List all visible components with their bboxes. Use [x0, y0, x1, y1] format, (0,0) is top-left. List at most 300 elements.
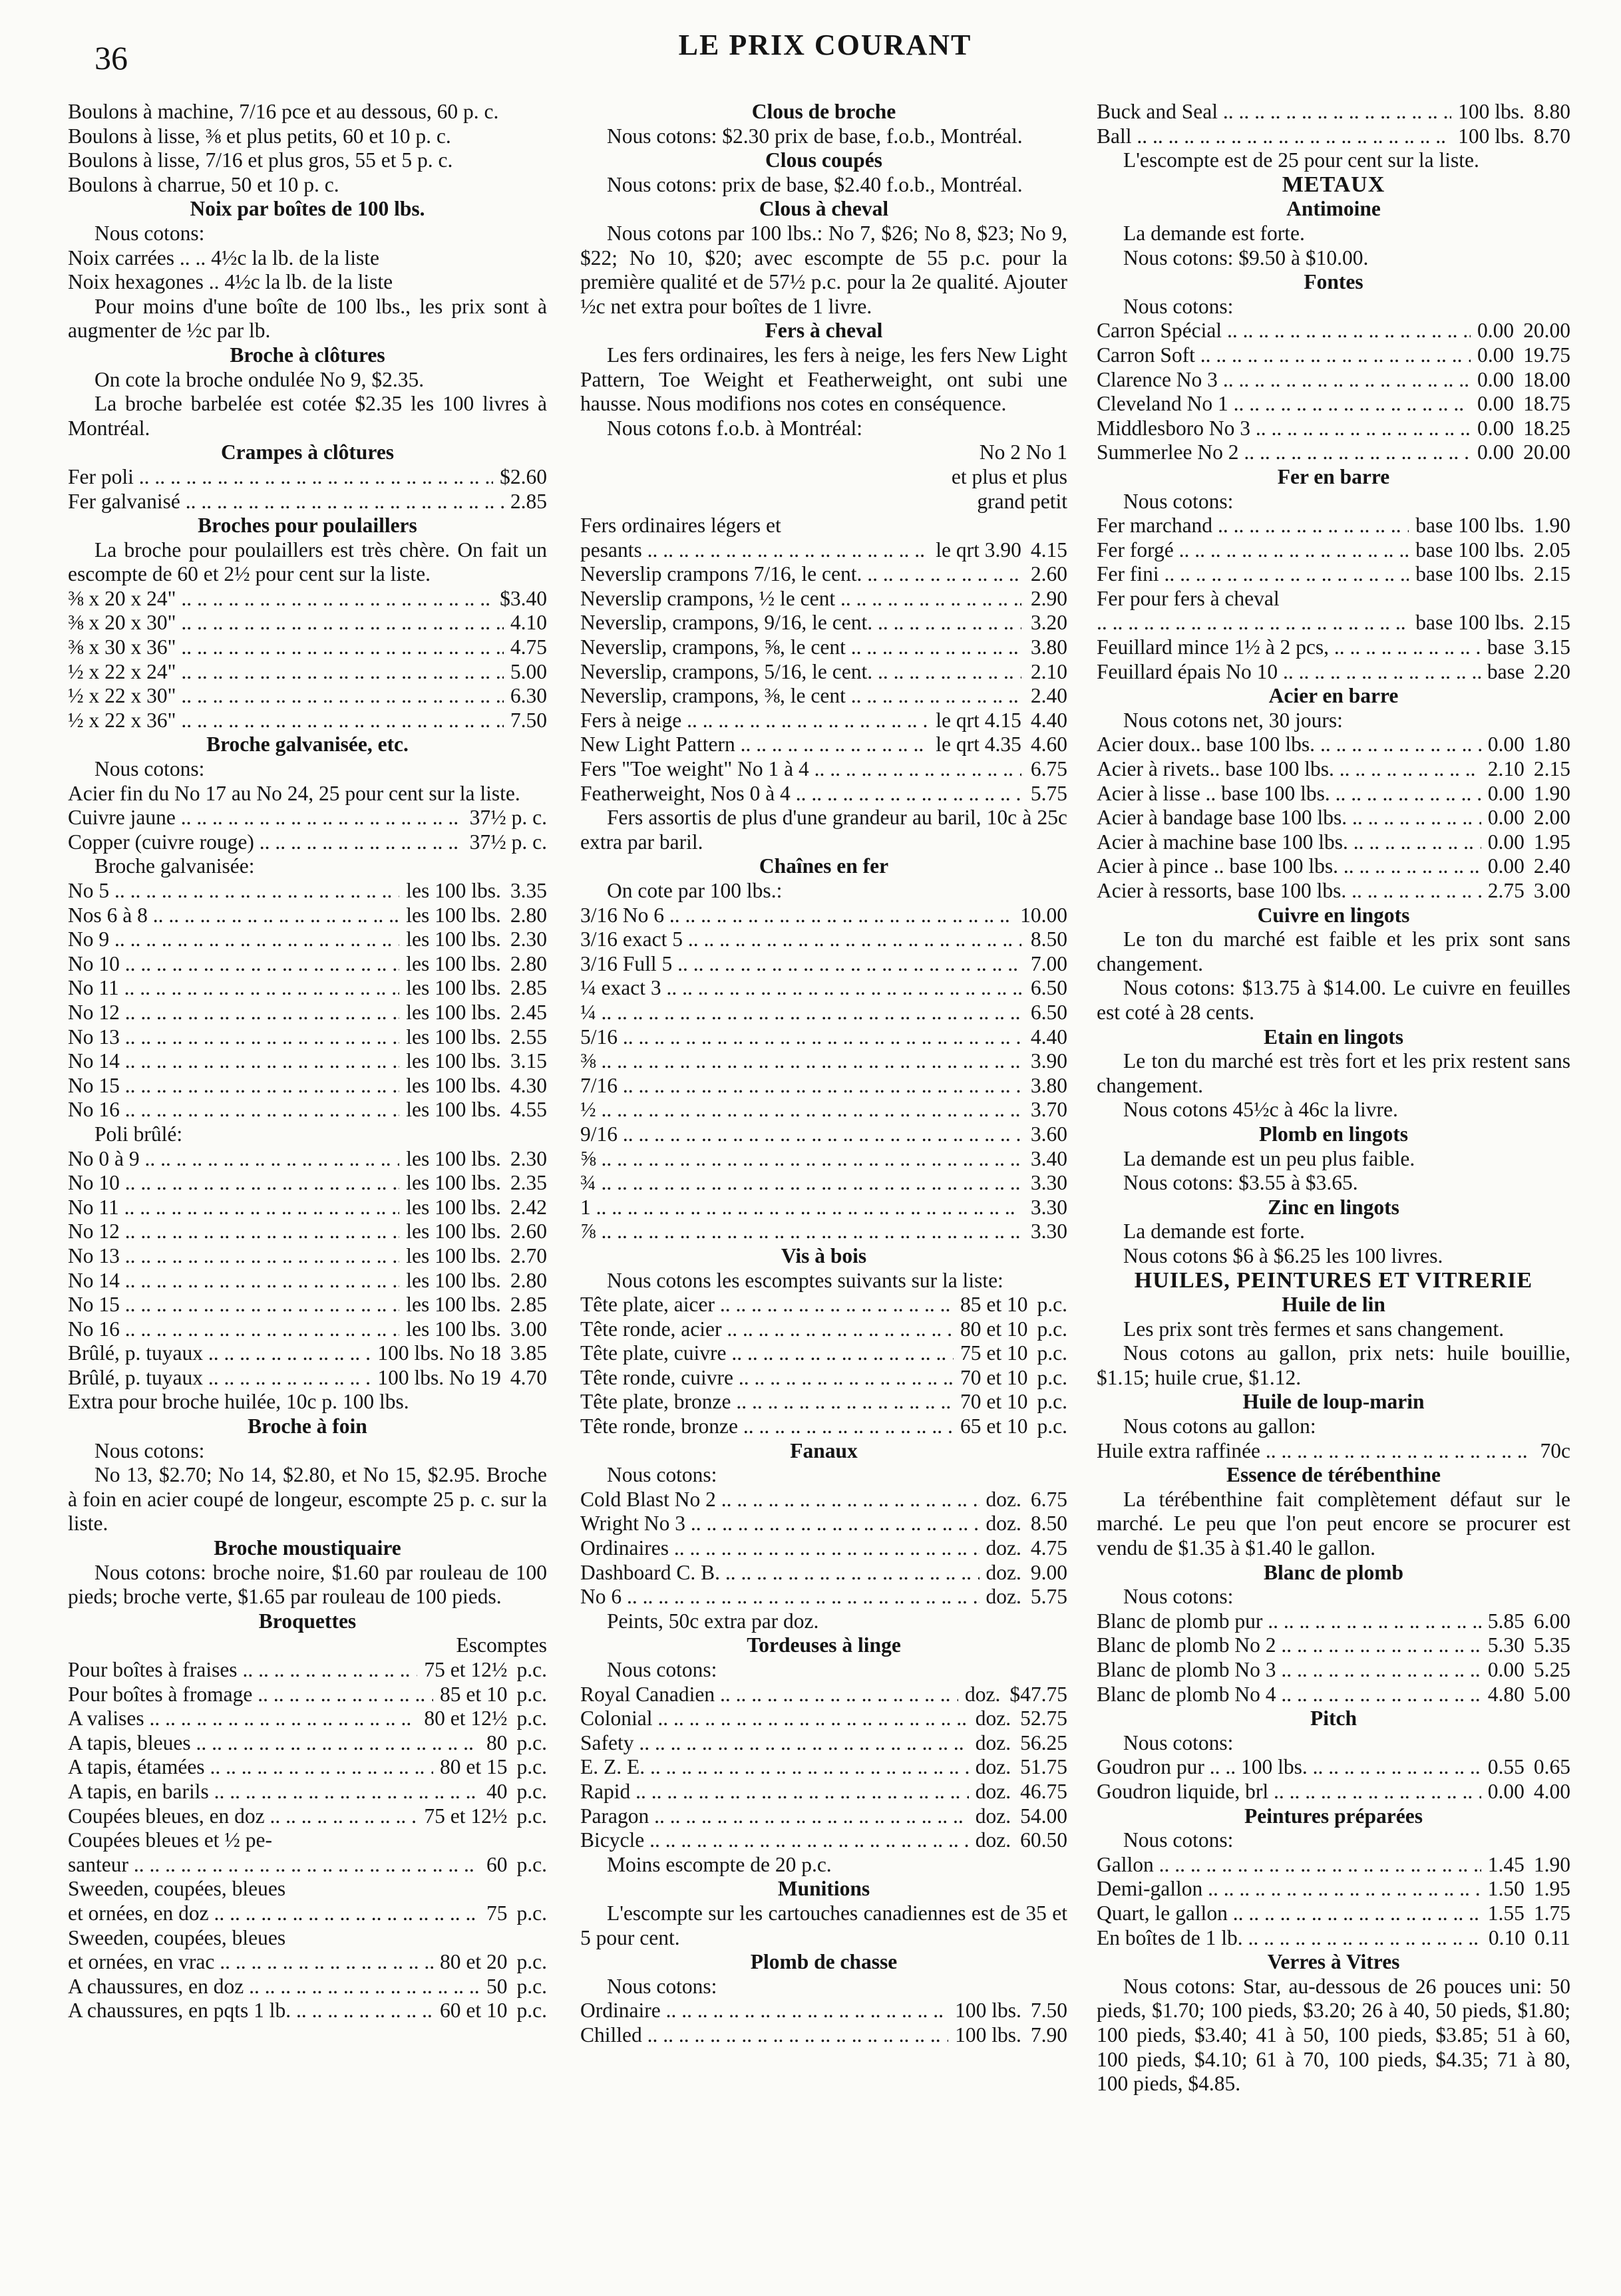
price-value: doz.: [975, 1828, 1011, 1852]
price-value: 3.00: [1533, 879, 1570, 902]
price-row: [580, 660, 1067, 685]
price-value: 6.30: [510, 684, 547, 708]
price-row: [68, 1049, 547, 1074]
price-value: 2.42: [510, 1195, 547, 1219]
price-row: [68, 1804, 547, 1829]
price-value: 60 et 10: [440, 1999, 508, 2023]
section-heading: Fer en barre: [1277, 464, 1390, 488]
price-value: 3.70: [1030, 1098, 1067, 1122]
indented-line: Nous cotons net, 30 jours:: [1123, 708, 1343, 732]
price-row: [1097, 635, 1570, 660]
price-value: 2.40: [1533, 854, 1570, 878]
price-value: 19.75: [1523, 343, 1570, 367]
price-row: [1097, 562, 1570, 587]
price-row: [68, 635, 547, 660]
section-heading: Broche moustiquaire: [214, 1536, 401, 1560]
price-value: 5.25: [1533, 1658, 1570, 1681]
indented-line: Nous cotons:: [607, 1463, 717, 1487]
column-subheading: et plus et plus: [951, 464, 1067, 488]
price-value: 1.90: [1533, 514, 1570, 538]
price-row: [580, 1293, 1067, 1317]
price-row: [1097, 319, 1570, 343]
price-row: [1097, 124, 1570, 149]
item-label: ½ x 22 x 30" .. ..: [68, 684, 504, 709]
price-value: 8.50: [1030, 1512, 1067, 1536]
item-label: Feuillard mince 1½ à 2 pcs, .. ..: [1097, 635, 1481, 660]
item-label: Ordinaire .. ..: [580, 1999, 948, 2023]
price-row: [580, 1999, 1067, 2023]
price-row: [68, 1025, 547, 1050]
price-value: les 100 lbs.: [406, 1268, 501, 1292]
price-value: 3.85: [510, 1341, 547, 1365]
price-row: [580, 757, 1067, 782]
price-value: 0.00: [1477, 440, 1515, 464]
price-value: 4.80: [1487, 1682, 1525, 1706]
price-value: base 100 lbs.: [1415, 562, 1525, 586]
price-row: [68, 1244, 547, 1269]
price-value: 0.00: [1477, 392, 1515, 416]
price-row: [68, 490, 547, 514]
price-value: doz.: [975, 1804, 1011, 1828]
item-label: 7/16 .. ..: [580, 1074, 1021, 1098]
price-row: [580, 709, 1067, 733]
price-value: 0.00: [1477, 367, 1515, 391]
price-value: 10.00: [1020, 903, 1067, 927]
price-value: p.c.: [516, 1901, 547, 1925]
price-row: [1097, 416, 1570, 441]
text-line: Noix hexagones .. 4½c la lb. de la liste: [68, 270, 393, 294]
price-row: [1097, 660, 1570, 685]
price-row: [580, 1755, 1067, 1780]
price-row: [580, 1196, 1067, 1220]
price-value: 80 et 12½: [424, 1707, 508, 1730]
price-value: 3.30: [1030, 1171, 1067, 1195]
price-row: [580, 1074, 1067, 1098]
price-value: 85 et 10: [440, 1682, 508, 1706]
price-value: base: [1487, 635, 1525, 659]
paragraph: Nous cotons: prix de base, $2.40 f.o.b., Montréal.: [607, 172, 1023, 196]
item-label: ½ x 22 x 36" .. ..: [68, 709, 504, 733]
price-value: p.c.: [516, 1730, 547, 1754]
item-label: Huile extra raffinée .. ..: [1097, 1439, 1531, 1464]
item-label: Wright No 3 .. ..: [580, 1512, 980, 1536]
price-row: [1097, 368, 1570, 393]
column-2: [580, 100, 1067, 2048]
price-row: [1097, 1901, 1570, 1926]
price-row: [1097, 343, 1570, 368]
paragraph: La broche pour poulaillers est très chère. On fait un escompte de 60 et 2½ pour cent sur la liste.: [68, 538, 547, 586]
price-value: 0.00: [1487, 781, 1525, 805]
price-value: 7.00: [1030, 951, 1067, 975]
price-value: 3.90: [1030, 1049, 1067, 1073]
item-label: No 13 .. ..: [68, 1025, 399, 1050]
price-row: [580, 1220, 1067, 1244]
indented-line: Nous cotons:: [94, 757, 205, 781]
price-row: [68, 1317, 547, 1342]
price-row: [68, 976, 547, 1001]
price-value: le qrt 3.90: [936, 538, 1021, 562]
item-label: No 12 .. ..: [68, 1001, 399, 1025]
price-row: [68, 952, 547, 977]
item-label: 5/16 .. ..: [580, 1025, 1021, 1050]
price-value: p.c.: [516, 1950, 547, 1974]
price-value: doz.: [975, 1707, 1011, 1730]
price-row: [1097, 1633, 1570, 1658]
price-value: p.c.: [516, 1682, 547, 1706]
price-value: 7.90: [1030, 2023, 1067, 2047]
price-row: [580, 976, 1067, 1001]
item-label: No 13 .. ..: [68, 1244, 399, 1269]
price-value: $47.75: [1009, 1682, 1067, 1706]
item-label: No 11 .. ..: [68, 1196, 399, 1220]
price-row: [1097, 611, 1570, 635]
price-value: 0.55: [1487, 1755, 1525, 1779]
price-value: 1.95: [1533, 830, 1570, 854]
paragraph: Acier fin du No 17 au No 24, 25 pour cent sur la liste.: [68, 781, 520, 805]
price-value: 3.60: [1030, 1122, 1067, 1146]
section-heading: Huile de lin: [1282, 1293, 1385, 1317]
price-row: [1097, 1780, 1570, 1804]
item-label: No 16 .. ..: [68, 1317, 399, 1342]
paragraph: Nous cotons par 100 lbs.: No 7, $26; No 8, $23; No 9, $22; No 10, $20; avec escompte de 55 p.c. pour la première qualité et de 57½ p.c. pour la 2e qualité. Ajouter ½c net extra pour boîtes de 1 livre.: [580, 221, 1067, 318]
price-value: 6.00: [1533, 1609, 1570, 1633]
price-value: les 100 lbs.: [406, 1073, 501, 1097]
price-value: 6.50: [1030, 1000, 1067, 1024]
item-label: Pour boîtes à fraises .. ..: [68, 1658, 417, 1683]
item-label: A valises .. ..: [68, 1707, 417, 1731]
price-value: 3.15: [1533, 635, 1570, 659]
price-value: doz.: [965, 1682, 1001, 1706]
item-label: No 10 .. ..: [68, 1171, 399, 1196]
price-row: [580, 1414, 1067, 1439]
price-value: le qrt 4.15: [936, 708, 1021, 732]
price-row: [580, 952, 1067, 977]
item-label: Tête plate, aicer .. ..: [580, 1293, 954, 1317]
section-heading: Clous à cheval: [759, 197, 889, 221]
price-row: [68, 927, 547, 952]
indented-line: Nous cotons f.o.b. à Montréal:: [607, 416, 863, 440]
price-row: [1097, 538, 1570, 563]
price-row: [1097, 757, 1570, 782]
price-row: [1097, 854, 1570, 879]
section-heading: Cuivre en lingots: [1257, 903, 1410, 927]
item-label: No 0 à 9 .. ..: [68, 1147, 399, 1172]
price-value: 8.70: [1533, 124, 1570, 148]
price-value: les 100 lbs.: [406, 1171, 501, 1195]
price-value: 6.75: [1030, 1487, 1067, 1511]
item-label: Clarence No 3 .. ..: [1097, 368, 1471, 393]
item-label: Tête plate, cuivre .. ..: [580, 1341, 954, 1366]
indented-line: Nous cotons $6 à $6.25 les 100 livres.: [1123, 1243, 1443, 1267]
price-value: 52.75: [1020, 1707, 1067, 1730]
column-subheading: grand petit: [977, 489, 1067, 513]
indented-line: Nous cotons:: [94, 221, 205, 245]
section-heading: Broquettes: [258, 1609, 357, 1633]
price-value: 2.10: [1487, 757, 1525, 781]
price-row: [1097, 514, 1570, 538]
price-value: les 100 lbs.: [406, 1243, 501, 1267]
item-label: Blanc de plomb No 4 .. ..: [1097, 1683, 1481, 1707]
price-value: 70 et 10: [960, 1390, 1028, 1414]
item-label: Cold Blast No 2 .. ..: [580, 1488, 980, 1512]
price-row: [1097, 733, 1570, 757]
price-row: [68, 684, 547, 709]
price-row: [68, 1950, 547, 1975]
price-value: 7.50: [510, 708, 547, 732]
item-label: Blanc de plomb No 3 .. ..: [1097, 1658, 1481, 1683]
price-value: 3.80: [1030, 1073, 1067, 1097]
price-value: 3.30: [1030, 1220, 1067, 1243]
section-heading: Broche à clôtures: [230, 343, 385, 367]
item-label: Carron Spécial .. ..: [1097, 319, 1471, 343]
price-value: 0.00: [1487, 733, 1525, 756]
item-label: Neverslip crampons, ½ le cent .. ..: [580, 587, 1021, 611]
indented-line: La demande est forte.: [1123, 221, 1305, 245]
price-row: [68, 1220, 547, 1244]
item-label: Tête ronde, cuivre .. ..: [580, 1366, 954, 1391]
item-label: No 10 .. ..: [68, 952, 399, 977]
item-label: ⅝ .. ..: [580, 1147, 1021, 1172]
item-label: 3/16 exact 5 .. ..: [580, 927, 1021, 952]
section-heading: Etain en lingots: [1263, 1025, 1404, 1049]
price-value: $2.60: [500, 464, 547, 488]
price-value: doz.: [986, 1585, 1021, 1609]
text-line: Fer pour fers à cheval: [1097, 586, 1280, 610]
price-value: les 100 lbs.: [406, 1317, 501, 1341]
item-label: Acier doux.. base 100 lbs. .. ..: [1097, 733, 1481, 757]
item-label: A chaussures, en pqts 1 lb. .. ..: [68, 1999, 433, 2023]
paragraph: Fers assortis de plus d'une grandeur au baril, 10c à 25c extra par baril.: [580, 806, 1067, 854]
price-value: 40: [486, 1779, 508, 1803]
price-row: [580, 1780, 1067, 1804]
price-row: [580, 1683, 1067, 1707]
price-value: p.c.: [1037, 1317, 1067, 1341]
indented-line: Moins escompte de 20 p.c.: [607, 1852, 832, 1876]
price-value: 0.00: [1487, 806, 1525, 830]
text-line: Sweeden, coupées, bleues: [68, 1877, 286, 1901]
column-3: [1097, 100, 1570, 2096]
price-value: 4.60: [1030, 733, 1067, 756]
item-label: Fer marchand .. ..: [1097, 514, 1409, 538]
price-value: 2.85: [510, 1293, 547, 1317]
price-row: [580, 611, 1067, 635]
price-value: 100 lbs.: [1458, 124, 1525, 148]
item-label: Ball .. ..: [1097, 124, 1451, 149]
item-label: ⅜ x 20 x 30" .. ..: [68, 611, 504, 635]
price-value: 3.35: [510, 879, 547, 902]
major-heading: METAUX: [1282, 172, 1385, 197]
price-value: 75: [486, 1901, 508, 1925]
price-row: [580, 1366, 1067, 1391]
indented-line: Broche galvanisée:: [94, 854, 255, 878]
item-label: New Light Pattern .. ..: [580, 733, 929, 757]
price-value: 0.65: [1533, 1755, 1570, 1779]
indented-line: Nous cotons au gallon:: [1123, 1414, 1316, 1438]
item-label: No 5 .. ..: [68, 879, 399, 903]
item-label: No 15 .. ..: [68, 1293, 399, 1317]
price-value: 5.35: [1533, 1633, 1570, 1657]
price-value: 3.80: [1030, 635, 1067, 659]
paragraph: Nous cotons: $2.30 prix de base, f.o.b., Montréal.: [607, 124, 1023, 148]
price-value: 60.50: [1020, 1828, 1067, 1852]
price-value: doz.: [975, 1755, 1011, 1779]
price-value: 2.80: [510, 903, 547, 927]
price-value: 1.75: [1533, 1901, 1570, 1925]
paragraph: Les prix sont très fermes et sans changement.: [1123, 1317, 1505, 1341]
item-label: et ornées, en doz .. ..: [68, 1901, 480, 1926]
paragraph: Boulons à charrue, 50 et 10 p. c.: [68, 172, 339, 196]
item-label: 3/16 Full 5 .. ..: [580, 952, 1021, 977]
price-value: 2.80: [510, 951, 547, 975]
price-value: 0.00: [1487, 1658, 1525, 1681]
price-row: [68, 1975, 547, 1999]
price-value: 100 lbs.: [955, 2023, 1021, 2047]
price-value: 2.15: [1533, 611, 1570, 635]
item-label: ½ .. ..: [580, 1098, 1021, 1122]
indented-line: Nous cotons: $3.55 à $3.65.: [1123, 1171, 1358, 1195]
price-row: [1097, 1658, 1570, 1683]
item-label: Goudron pur .. .. 100 lbs. .. ..: [1097, 1755, 1481, 1780]
price-value: 2.10: [1030, 659, 1067, 683]
item-label: ¼ exact 3 .. ..: [580, 976, 1021, 1001]
price-row: [68, 465, 547, 490]
price-row: [580, 1561, 1067, 1585]
price-row: [580, 1828, 1067, 1853]
item-label: Nos 6 à 8 .. ..: [68, 903, 399, 928]
item-label: Acier à pince .. base 100 lbs. .. ..: [1097, 854, 1481, 879]
price-row: [580, 538, 1067, 563]
item-label: Fers "Toe weight" No 1 à 4 .. ..: [580, 757, 1021, 782]
paragraph: Nous cotons: broche noire, $1.60 par rouleau de 100 pieds; broche verte, $1.65 par rouleau de 100 pieds.: [68, 1560, 547, 1609]
item-label: Brûlé, p. tuyaux .. ..: [68, 1341, 371, 1366]
item-label: Summerlee No 2 .. ..: [1097, 440, 1471, 465]
price-row: [1097, 879, 1570, 903]
price-value: 2.15: [1533, 562, 1570, 586]
paragraph: Pour moins d'une boîte de 100 lbs., les prix sont à augmenter de ½c par lb.: [68, 294, 547, 343]
price-value: base 100 lbs.: [1415, 514, 1525, 538]
price-value: 3.40: [1030, 1146, 1067, 1170]
item-label: 1 .. ..: [580, 1196, 1021, 1220]
item-label: A chaussures, en doz .. ..: [68, 1975, 480, 1999]
text-line: Fers ordinaires légers et: [580, 514, 781, 538]
price-value: 2.35: [510, 1171, 547, 1195]
item-label: Feuillard épais No 10 .. ..: [1097, 660, 1481, 685]
price-value: 2.85: [510, 489, 547, 513]
price-value: base: [1487, 659, 1525, 683]
price-row: [580, 927, 1067, 952]
price-value: 46.75: [1020, 1779, 1067, 1803]
item-label: Acier à rivets.. base 100 lbs. .. ..: [1097, 757, 1481, 782]
item-label: No 14 .. ..: [68, 1269, 399, 1293]
item-label: Neverslip, crampons, ⅜, le cent .. ..: [580, 684, 1021, 709]
price-value: 3.15: [510, 1049, 547, 1073]
paragraph: No 13, $2.70; No 14, $2.80, et No 15, $2.95. Broche à foin en acier coupé de longeur, escompte 25 p. c. sur la liste.: [68, 1463, 547, 1536]
item-label: ¾ .. ..: [580, 1171, 1021, 1196]
price-value: 20.00: [1523, 440, 1570, 464]
item-label: Acier à machine base 100 lbs. .. ..: [1097, 830, 1481, 855]
price-row: [1097, 1755, 1570, 1780]
item-label: ¼ .. ..: [580, 1001, 1021, 1025]
indented-line: Poli brûlé:: [94, 1122, 183, 1146]
price-value: 2.80: [510, 1268, 547, 1292]
price-row: [580, 903, 1067, 928]
price-value: 1.95: [1533, 1877, 1570, 1901]
price-value: 0.00: [1477, 343, 1515, 367]
price-value: les 100 lbs.: [406, 951, 501, 975]
price-row: [580, 1317, 1067, 1342]
price-value: 100 lbs. No 19: [377, 1365, 501, 1389]
section-heading: Zinc en lingots: [1268, 1195, 1399, 1219]
price-value: doz.: [986, 1560, 1021, 1584]
price-row: [1097, 1609, 1570, 1634]
price-value: 9.00: [1030, 1560, 1067, 1584]
price-row: [68, 1999, 547, 2023]
price-value: 0.00: [1487, 1779, 1525, 1803]
price-row: [68, 709, 547, 733]
item-label: Acier à ressorts, base 100 lbs. .. ..: [1097, 879, 1481, 903]
price-row: [68, 1683, 547, 1707]
section-heading: Fers à cheval: [765, 319, 883, 343]
price-row: [68, 1731, 547, 1756]
price-value: 2.00: [1533, 806, 1570, 830]
indented-line: Nous cotons:: [1123, 489, 1234, 513]
item-label: Featherweight, Nos 0 à 4 .. ..: [580, 782, 1021, 806]
price-value: p.c.: [516, 1707, 547, 1730]
page-number: 36: [94, 39, 128, 77]
paragraph: Boulons à machine, 7/16 pce et au dessous, 60 p. c.: [68, 100, 499, 123]
section-heading: Clous coupés: [765, 148, 882, 172]
price-row: [68, 587, 547, 611]
price-value: 2.15: [1533, 757, 1570, 781]
price-row: [68, 611, 547, 635]
price-value: 85 et 10: [960, 1293, 1028, 1317]
price-row: [1097, 100, 1570, 124]
item-label: Demi-gallon .. ..: [1097, 1877, 1481, 1901]
item-label: Acier à bandage base 100 lbs. .. ..: [1097, 806, 1481, 830]
price-value: les 100 lbs.: [406, 1293, 501, 1317]
item-label: Fer galvanisé .. ..: [68, 490, 504, 514]
price-row: [580, 1804, 1067, 1829]
price-value: p.c.: [516, 1852, 547, 1876]
item-label: Fer poli .. ..: [68, 465, 493, 490]
section-heading: Blanc de plomb: [1263, 1560, 1404, 1584]
price-value: les 100 lbs.: [406, 927, 501, 951]
price-value: 100 lbs. No 18: [377, 1341, 501, 1365]
price-value: 5.00: [510, 659, 547, 683]
price-value: les 100 lbs.: [406, 1000, 501, 1024]
price-value: 65 et 10: [960, 1414, 1028, 1438]
section-heading: Crampes à clôtures: [220, 440, 395, 464]
paragraph: La broche barbelée est cotée $2.35 les 100 livres à Montréal.: [68, 392, 547, 440]
price-row: [580, 1049, 1067, 1074]
item-label: E. Z. E. .. ..: [580, 1755, 969, 1780]
price-value: 18.00: [1523, 367, 1570, 391]
price-value: doz.: [986, 1512, 1021, 1536]
item-label: Bicycle .. ..: [580, 1828, 969, 1853]
price-row: [580, 587, 1067, 611]
price-value: 75 et 10: [960, 1341, 1028, 1365]
paragraph: Nous cotons: Star, au-dessous de 26 pouces uni: 50 pieds, $1.70; 100 pieds, $3.20; 26 à 40, 50 pieds, $1.80; 100 pieds, $3.40; 41 à 50, 100 pieds, $3.85; 51 à 60, 100 pieds, $4.10; 61 à 70, 100 pieds, $4.35; 71 à 80, 100 pieds, $4.85.: [1097, 1974, 1570, 2096]
item-label: ⅞ .. ..: [580, 1220, 1021, 1244]
price-row: [580, 562, 1067, 587]
price-value: doz.: [975, 1779, 1011, 1803]
text-line: Sweeden, coupées, bleues: [68, 1925, 286, 1949]
price-value: 2.85: [510, 976, 547, 1000]
price-value: 8.80: [1533, 100, 1570, 123]
item-label: Middlesboro No 3 .. ..: [1097, 416, 1471, 441]
price-value: 3.20: [1030, 611, 1067, 635]
price-row: [68, 1853, 547, 1878]
